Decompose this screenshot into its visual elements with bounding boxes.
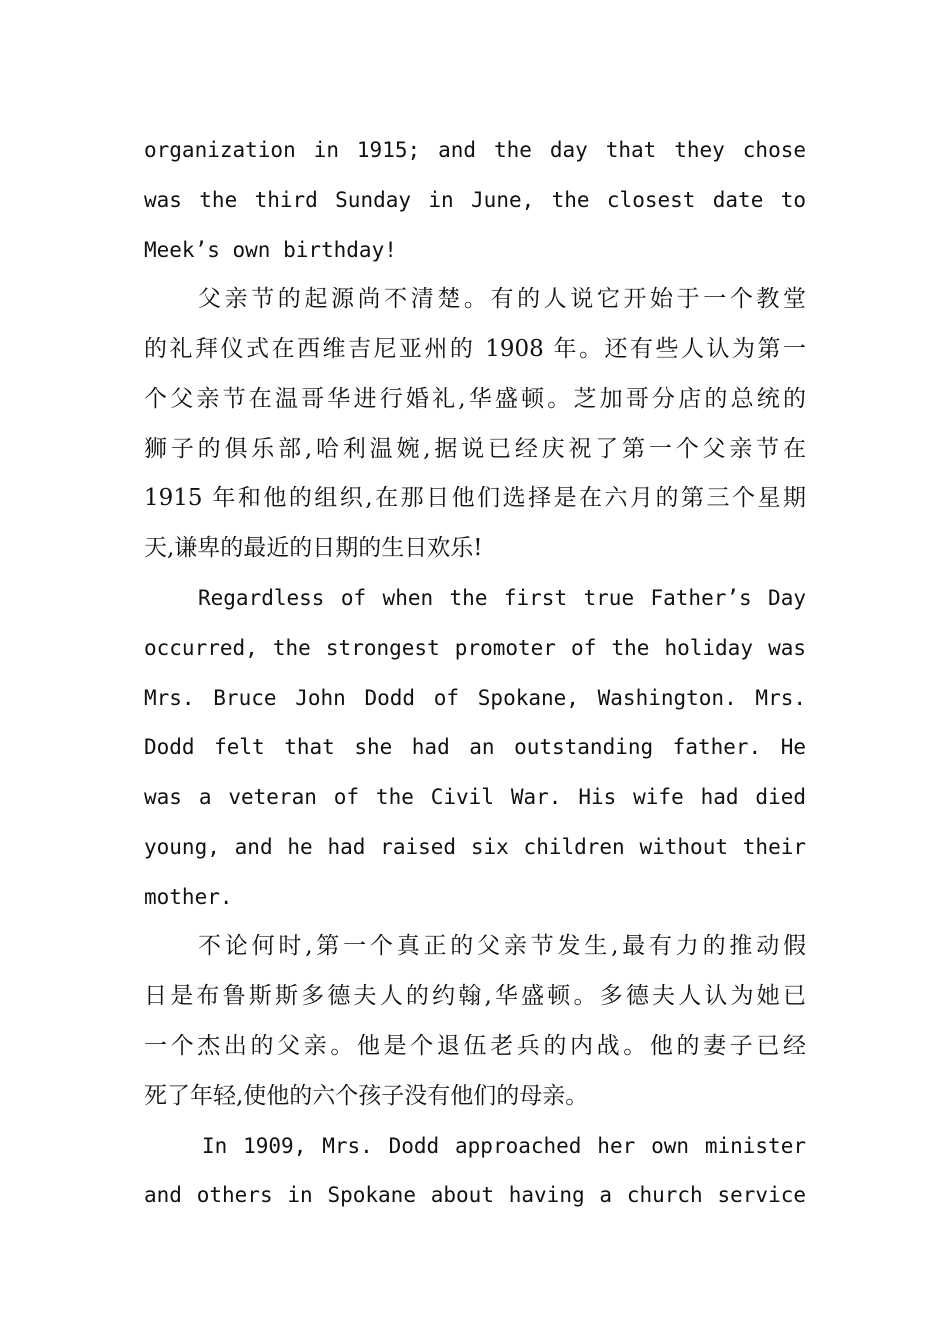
text-line: Mrs. Bruce John Dodd of Spokane, Washington. Mrs. — [144, 686, 806, 710]
text-line: 日是布鲁斯斯多德夫人的约翰,华盛顿。多德夫人认为她已 — [144, 983, 806, 1009]
text-line: occurred, the strongest promoter of the holiday was — [144, 636, 806, 660]
text-line: was the third Sunday in June, the closest date to — [144, 188, 806, 212]
text-line: 个父亲节在温哥华进行婚礼,华盛顿。芝加哥分店的总统的 — [144, 386, 806, 412]
text-line: was a veteran of the Civil War. His wife had died — [144, 785, 806, 809]
text-line: 狮子的俱乐部,哈利温婉,据说已经庆祝了第一个父亲节在 — [144, 436, 806, 462]
text-line: 1915 年和他的组织,在那日他们选择是在六月的第三个星期 — [144, 485, 806, 511]
text-line: 父亲节的起源尚不清楚。有的人说它开始于一个教堂 — [198, 286, 806, 312]
text-line: 天,谦卑的最近的日期的生日欢乐! — [144, 535, 483, 561]
text-line: Dodd felt that she had an outstanding father. He — [144, 735, 806, 759]
text-line: young, and he had raised six children without their — [144, 835, 806, 859]
text-line: 死了年轻,使他的六个孩子没有他们的母亲。 — [144, 1083, 589, 1109]
text-line: Regardless of when the first true Father’s Day — [198, 586, 806, 610]
text-line: Meek’s own birthday! — [144, 238, 397, 262]
text-line: 的礼拜仪式在西维吉尼亚州的 1908 年。还有些人认为第一 — [144, 336, 806, 362]
text-line: organization in 1915; and the day that they chose — [144, 138, 806, 162]
text-line: and others in Spokane about having a church service — [144, 1183, 806, 1207]
text-line: 一个杰出的父亲。他是个退伍老兵的内战。他的妻子已经 — [144, 1033, 806, 1059]
text-line: In 1909, Mrs. Dodd approached her own minister — [202, 1134, 806, 1158]
text-line: mother. — [144, 885, 233, 909]
text-line: 不论何时,第一个真正的父亲节发生,最有力的推动假 — [198, 933, 806, 959]
